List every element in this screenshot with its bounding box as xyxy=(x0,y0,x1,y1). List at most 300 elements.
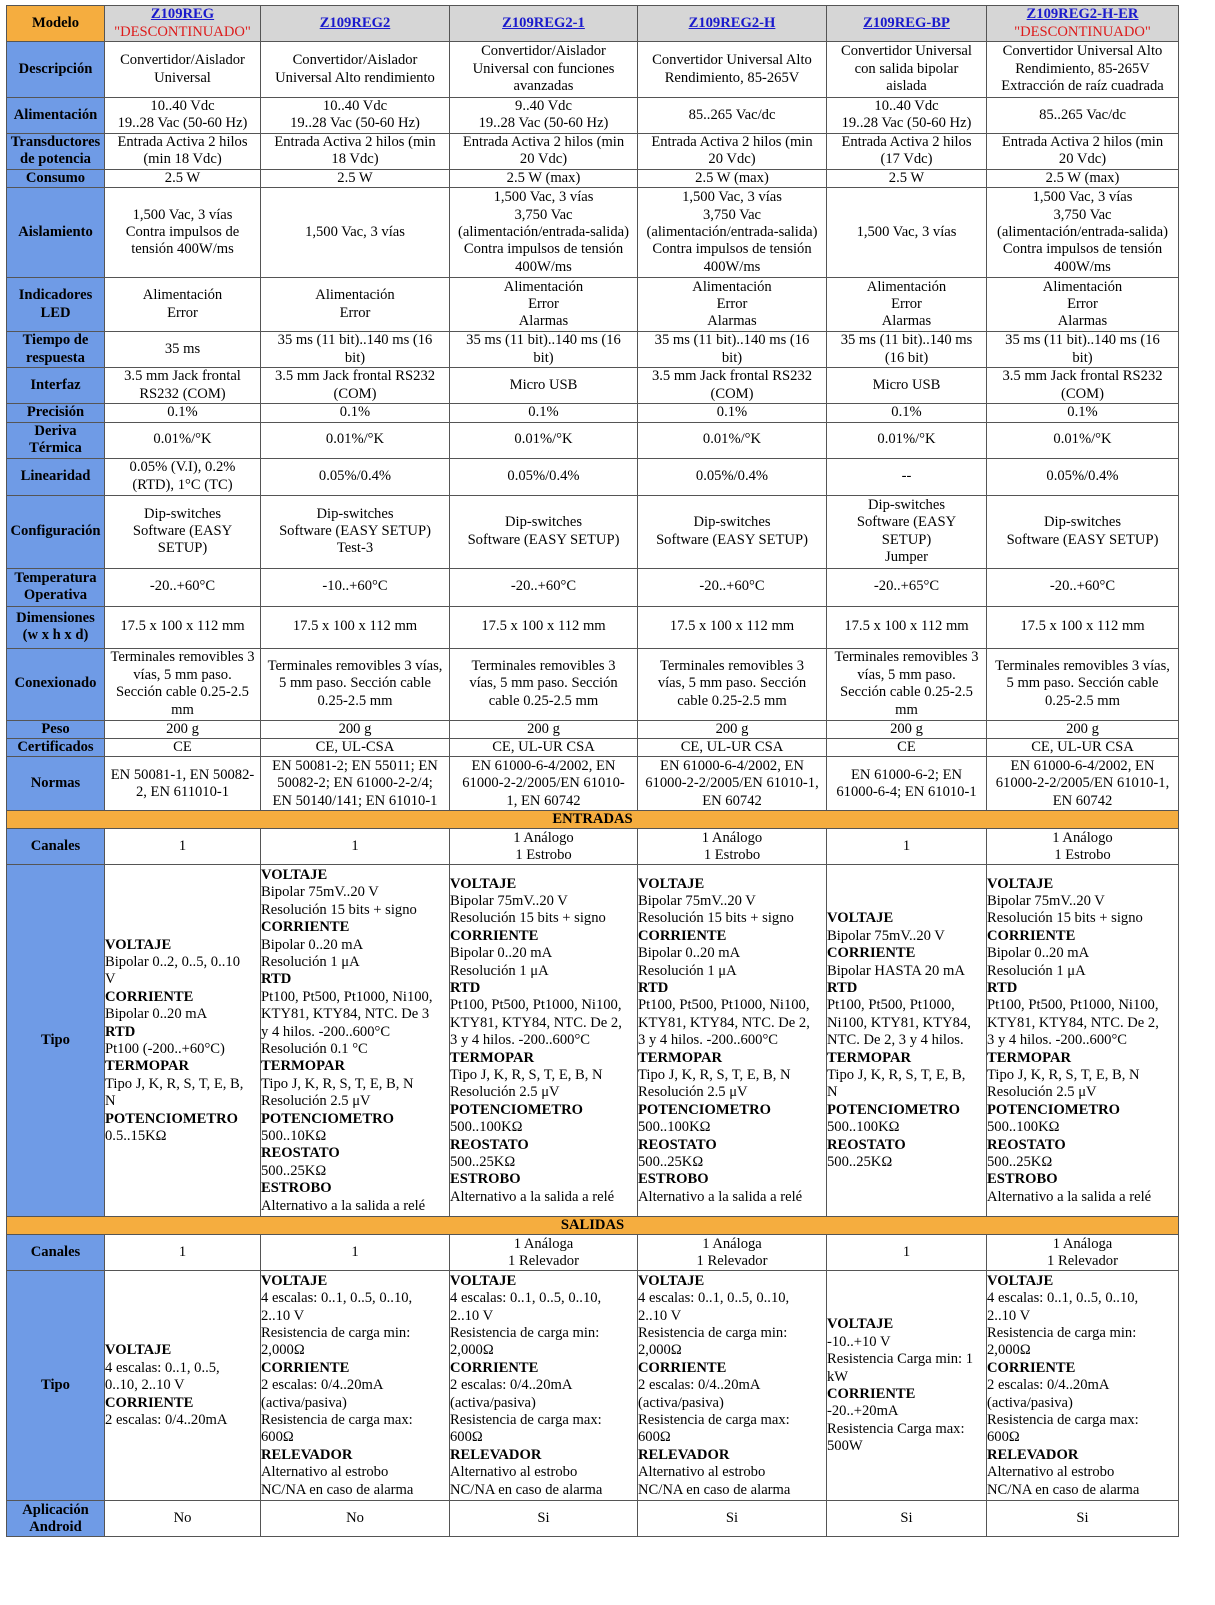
spec-cell xyxy=(827,720,987,738)
spec-cell xyxy=(827,757,987,811)
cell-line: Entrada Activa 2 hilos xyxy=(841,133,972,150)
row-label xyxy=(7,278,105,332)
type-heading: CORRIENTE xyxy=(987,1359,1076,1376)
spec-cell xyxy=(261,133,450,169)
cell-line: 0.25-2.5 mm xyxy=(317,692,393,709)
type-detail: Resolución 15 bits + signo xyxy=(261,901,417,918)
cell-line: 200 g xyxy=(1066,720,1099,737)
spec-cell xyxy=(450,368,638,404)
spec-cell xyxy=(450,1501,638,1537)
spec-cell xyxy=(105,422,261,458)
cell-line: -20..+60°C xyxy=(699,578,765,595)
type-heading: TERMOPAR xyxy=(105,1058,190,1075)
spec-row xyxy=(7,42,1179,98)
type-heading: VOLTAJE xyxy=(827,1316,894,1333)
type-detail: Resistencia de carga max: xyxy=(638,1412,790,1429)
cell-line: Conexionado xyxy=(14,675,97,692)
cell-line: Terminales removibles 3 xyxy=(659,658,805,675)
type-detail: 500..100KΩ xyxy=(450,1119,523,1136)
spec-cell xyxy=(987,720,1179,738)
type-detail: 600Ω xyxy=(638,1429,671,1446)
cell-line: 1 Análogo xyxy=(1052,829,1113,846)
cell-line: 17.5 x 100 x 112 mm xyxy=(292,618,418,635)
discontinued-label: "DESCONTINUADO" xyxy=(114,23,251,40)
type-detail: 2 escalas: 0/4..20mA xyxy=(450,1377,573,1394)
cell-line: 0.1% xyxy=(339,404,371,421)
type-heading: VOLTAJE xyxy=(827,910,894,927)
spec-cell xyxy=(827,606,987,648)
cell-line: 85..265 Vac/dc xyxy=(1039,106,1126,123)
cell-line: 200 g xyxy=(715,720,749,737)
cell-line: Terminales removibles 3 xyxy=(471,658,616,675)
cell-line: 2, EN 611010-1 xyxy=(135,783,230,800)
cell-line: (min 18 Vdc) xyxy=(143,151,222,168)
row-label: Tipo xyxy=(7,1271,105,1501)
type-detail: Bipolar 0..20 mA xyxy=(450,945,553,962)
type-detail: Resolución 15 bits + signo xyxy=(450,910,606,927)
model-header xyxy=(827,6,987,42)
type-detail: 3 y 4 hilos. -200..600°C xyxy=(638,1032,779,1049)
spec-row xyxy=(7,98,1179,134)
spec-cell xyxy=(450,98,638,134)
spec-cell xyxy=(638,648,827,720)
cell-line: LED xyxy=(40,304,71,321)
spec-cell xyxy=(987,332,1179,368)
cell-line: (16 bit) xyxy=(884,349,929,366)
type-detail: 600Ω xyxy=(987,1429,1020,1446)
cell-line: 1 xyxy=(178,1244,187,1261)
cell-line: aislada xyxy=(886,78,927,95)
type-detail: 4 escalas: 0..1, 0..5, xyxy=(105,1359,220,1376)
cell-line: Contra impulsos de tensión xyxy=(652,241,812,258)
type-heading: CORRIENTE xyxy=(827,945,916,962)
cell-line: Universal Alto rendimiento xyxy=(275,69,435,86)
spec-cell xyxy=(638,606,827,648)
spec-cell xyxy=(105,404,261,422)
cell-line: (alimentación/entrada-salida) xyxy=(646,224,818,241)
spec-cell xyxy=(105,648,261,720)
row-label xyxy=(7,169,105,187)
cell-line: Contra impulsos de tensión xyxy=(463,241,624,258)
cell-line: -10..+60°C xyxy=(322,578,388,595)
model-link[interactable]: Z109REG xyxy=(150,6,215,23)
type-heading: RELEVADOR xyxy=(638,1446,730,1463)
type-detail: Bipolar 0..20 mA xyxy=(105,1006,208,1023)
spec-cell xyxy=(261,648,450,720)
spec-row xyxy=(7,495,1179,568)
type-detail: Resolución 15 bits + signo xyxy=(638,910,794,927)
cell-line: 400W/ms xyxy=(1054,258,1111,275)
cell-line: 35 ms (11 bit)..140 ms xyxy=(840,332,973,349)
cell-line: 0.01%/°K xyxy=(702,431,762,448)
spec-row xyxy=(7,188,1179,278)
cell-line: Test-3 xyxy=(336,540,374,557)
cell-line: 1 Análoga xyxy=(1052,1235,1113,1252)
spec-cell xyxy=(105,739,261,757)
cell-line: 0.05%/0.4% xyxy=(318,467,392,484)
row-label xyxy=(7,1501,105,1537)
cell-line: Temperatura xyxy=(14,569,97,586)
spec-cell xyxy=(827,1235,987,1271)
type-detail: Bipolar HASTA 20 mA xyxy=(827,962,965,979)
cell-line: Error xyxy=(167,304,198,321)
cell-line: cable 0.25-2.5 mm xyxy=(677,692,787,709)
cell-line: respuesta xyxy=(26,349,85,366)
cell-line: 1,500 Vac, 3 vías xyxy=(493,189,594,206)
type-detail: Pt100, Pt500, Pt1000, Ni100, xyxy=(450,997,622,1014)
cell-line: 5 mm paso. Sección cable xyxy=(279,675,431,692)
cell-line: EN 61000-6-4/2002, EN xyxy=(1010,757,1155,774)
spec-cell xyxy=(987,1271,1179,1501)
spec-row xyxy=(7,739,1179,757)
type-detail: Pt100, Pt500, Pt1000, Ni100, xyxy=(261,988,433,1005)
cell-line: (alimentación/entrada-salida) xyxy=(458,224,629,241)
cell-line: 35 ms (11 bit)..140 ms (16 xyxy=(1005,332,1160,349)
cell-line: (w x h x d) xyxy=(22,627,89,644)
spec-cell xyxy=(638,404,827,422)
cell-line: 1 Análoga xyxy=(702,1235,762,1252)
type-heading: VOLTAJE xyxy=(450,875,517,892)
model-link[interactable]: Z109REG2-H xyxy=(688,14,776,31)
type-heading: CORRIENTE xyxy=(105,1394,194,1411)
cell-line: 0.05%/0.4% xyxy=(695,467,769,484)
cell-line: Entrada Activa 2 hilos (min xyxy=(274,133,436,150)
spec-cell xyxy=(987,568,1179,606)
type-detail: N xyxy=(105,1093,116,1110)
spec-cell xyxy=(987,606,1179,648)
type-detail: Bipolar 0..20 mA xyxy=(261,936,364,953)
spec-cell xyxy=(450,720,638,738)
type-heading: POTENCIOMETRO xyxy=(638,1101,771,1118)
type-heading: RELEVADOR xyxy=(261,1446,353,1463)
cell-line: Indicadores xyxy=(18,287,93,304)
cell-line: 1 xyxy=(351,1244,359,1261)
row-label: Tipo xyxy=(7,865,105,1217)
spec-cell xyxy=(827,133,987,169)
row-label xyxy=(7,458,105,495)
cell-line: Dip-switches xyxy=(504,514,582,531)
spec-cell xyxy=(261,1501,450,1537)
input-channels-row xyxy=(7,829,1179,865)
type-detail: Alternativo al estrobo xyxy=(450,1464,578,1481)
spec-cell xyxy=(105,829,261,865)
type-heading: VOLTAJE xyxy=(105,1342,172,1359)
type-heading: CORRIENTE xyxy=(827,1385,916,1402)
model-row-label: Modelo xyxy=(7,6,105,42)
cell-line: mm xyxy=(171,701,194,718)
cell-line: No xyxy=(346,1510,364,1527)
type-detail: Tipo J, K, R, S, T, E, B, xyxy=(105,1075,244,1092)
cell-line: 85..265 Vac/dc xyxy=(688,106,776,123)
cell-line: Error xyxy=(891,296,922,313)
spec-cell xyxy=(987,42,1179,98)
type-detail: y 4 hilos. -200..600°C xyxy=(261,1023,391,1040)
cell-line: (COM) xyxy=(1061,385,1104,402)
type-detail: Alternativo al estrobo xyxy=(638,1464,766,1481)
cell-line: Dip-switches xyxy=(1043,514,1121,531)
spec-cell xyxy=(105,368,261,404)
spec-cell xyxy=(261,720,450,738)
type-heading: TERMOPAR xyxy=(261,1058,346,1075)
type-detail: Tipo J, K, R, S, T, E, B, N xyxy=(261,1075,414,1092)
type-detail: Resolución 2.5 μV xyxy=(261,1093,371,1110)
type-detail: Tipo J, K, R, S, T, E, B, N xyxy=(638,1067,791,1084)
spec-cell xyxy=(638,495,827,568)
spec-cell xyxy=(450,1271,638,1501)
cell-line: 200 g xyxy=(890,720,923,737)
spec-cell xyxy=(987,865,1179,1217)
spec-cell xyxy=(827,404,987,422)
type-detail: Resolución 2.5 μV xyxy=(987,1084,1097,1101)
cell-line: bit) xyxy=(533,349,554,366)
type-detail: 2 escalas: 0/4..20mA xyxy=(261,1377,384,1394)
cell-line: 3,750 Vac xyxy=(1053,206,1112,223)
cell-line: 2.5 W xyxy=(164,169,201,186)
spec-cell xyxy=(261,188,450,278)
cell-line: Terminales removibles 3 vías, xyxy=(267,658,443,675)
type-detail: 2,000Ω xyxy=(450,1342,494,1359)
model-link[interactable]: Z109REG2-1 xyxy=(502,14,585,31)
spec-cell xyxy=(105,568,261,606)
cell-line: CE, UL-UR CSA xyxy=(680,739,784,756)
cell-line: 3,750 Vac xyxy=(702,206,762,223)
type-detail: 2 escalas: 0/4..20mA xyxy=(105,1412,228,1429)
spec-cell xyxy=(450,739,638,757)
spec-cell xyxy=(638,133,827,169)
type-detail: Alternativo a la salida a relé xyxy=(987,1188,1152,1205)
type-detail: Alternativo al estrobo xyxy=(261,1464,389,1481)
cell-line: Software (EASY xyxy=(856,514,957,531)
spec-cell xyxy=(827,458,987,495)
cell-line: Dip-switches xyxy=(143,505,221,522)
spec-cell xyxy=(638,458,827,495)
spec-cell xyxy=(638,1501,827,1537)
cell-line: Transductores xyxy=(10,133,101,150)
type-detail: NC/NA en caso de alarma xyxy=(638,1481,791,1498)
type-heading: RTD xyxy=(261,971,292,988)
row-label xyxy=(7,98,105,134)
input-type-row xyxy=(7,865,1179,1217)
cell-line: 0.1% xyxy=(716,404,748,421)
type-detail: NC/NA en caso de alarma xyxy=(987,1481,1140,1498)
cell-line: 200 g xyxy=(527,720,560,737)
cell-line: 5 mm paso. Sección cable xyxy=(1006,675,1159,692)
type-detail: (activa/pasiva) xyxy=(638,1394,724,1411)
cell-line: 19..28 Vac (50-60 Hz) xyxy=(841,115,972,132)
type-heading: VOLTAJE xyxy=(987,1272,1054,1289)
type-heading: CORRIENTE xyxy=(261,1359,350,1376)
type-detail: 500..25KΩ xyxy=(987,1154,1053,1171)
cell-line: CE, UL-CSA xyxy=(315,739,395,756)
cell-line: 0.1% xyxy=(1067,404,1098,421)
cell-line: RS232 (COM) xyxy=(139,385,226,402)
spec-cell xyxy=(987,169,1179,187)
spec-cell xyxy=(105,188,261,278)
spec-cell xyxy=(450,495,638,568)
cell-line: Alimentación xyxy=(503,278,584,295)
cell-line: Software (EASY SETUP) xyxy=(656,531,808,548)
spec-cell xyxy=(261,568,450,606)
type-detail: 4 escalas: 0..1, 0..5, 0..10, xyxy=(987,1290,1139,1307)
spec-cell xyxy=(987,495,1179,568)
type-detail: Bipolar 0..20 mA xyxy=(638,945,741,962)
spec-cell xyxy=(105,98,261,134)
model-link[interactable]: Z109REG2 xyxy=(319,14,391,31)
spec-cell xyxy=(827,739,987,757)
cell-line: Convertidor Universal Alto xyxy=(652,52,812,69)
type-heading: VOLTAJE xyxy=(638,1272,705,1289)
type-detail: Bipolar 75mV..20 V xyxy=(450,892,568,909)
type-detail: 2 escalas: 0/4..20mA xyxy=(638,1377,761,1394)
spec-cell xyxy=(450,332,638,368)
cell-line: vías, 5 mm paso. xyxy=(133,666,232,683)
spec-cell xyxy=(987,757,1179,811)
spec-cell xyxy=(105,458,261,495)
cell-line: Descripción xyxy=(18,60,93,77)
cell-line: (COM) xyxy=(710,385,754,402)
spec-cell xyxy=(450,648,638,720)
cell-line: Error xyxy=(1067,296,1098,313)
cell-line: (alimentación/entrada-salida) xyxy=(997,224,1168,241)
type-detail: Resistencia de carga min: xyxy=(450,1325,600,1342)
cell-line: 400W/ms xyxy=(703,258,761,275)
cell-line: 0.1% xyxy=(528,404,559,421)
type-detail: kW xyxy=(827,1368,849,1385)
cell-line: 10..40 Vdc xyxy=(874,98,939,114)
cell-line: -20..+65°C xyxy=(873,578,940,595)
row-label xyxy=(7,495,105,568)
cell-line: 9..40 Vdc xyxy=(515,98,572,114)
spec-cell xyxy=(450,42,638,98)
spec-cell xyxy=(105,1501,261,1537)
spec-cell xyxy=(261,278,450,332)
cell-line: 0.1% xyxy=(167,404,198,421)
cell-line: avanzadas xyxy=(513,78,574,95)
cell-line: Aislamiento xyxy=(18,224,93,241)
spec-cell xyxy=(827,368,987,404)
cell-line: 1 Estrobo xyxy=(1054,846,1111,863)
spec-row xyxy=(7,169,1179,187)
row-label xyxy=(7,332,105,368)
cell-line: 19..28 Vac (50-60 Hz) xyxy=(478,115,609,132)
spec-cell xyxy=(827,1271,987,1501)
cell-line: 1 xyxy=(178,838,187,855)
spec-cell xyxy=(638,368,827,404)
spec-cell xyxy=(450,278,638,332)
type-detail: 4 escalas: 0..1, 0..5, 0..10, xyxy=(450,1290,602,1307)
cell-line: Térmica xyxy=(29,440,82,457)
cell-line: Jumper xyxy=(885,549,928,566)
type-detail: Tipo J, K, R, S, T, E, B, xyxy=(827,1067,966,1084)
spec-cell xyxy=(261,98,450,134)
cell-line: 61000-2-2/2005/EN 61010- xyxy=(462,775,625,792)
cell-line: (17 Vdc) xyxy=(880,151,933,168)
spec-cell xyxy=(827,829,987,865)
spec-cell xyxy=(638,720,827,738)
spec-cell xyxy=(638,188,827,278)
section-title: SALIDAS xyxy=(7,1217,1179,1235)
spec-cell xyxy=(987,1501,1179,1537)
spec-cell xyxy=(827,98,987,134)
cell-line: EN 50140/141; EN 61010-1 xyxy=(272,792,438,809)
type-detail: 4 escalas: 0..1, 0..5, 0..10, xyxy=(638,1290,790,1307)
type-detail: 600Ω xyxy=(261,1429,294,1446)
cell-line: Alarmas xyxy=(518,313,569,330)
cell-line: 18 Vdc) xyxy=(331,151,379,168)
cell-line: Alimentación xyxy=(692,278,772,295)
type-heading: POTENCIOMETRO xyxy=(450,1101,583,1118)
cell-line: 10..40 Vdc xyxy=(150,98,215,114)
type-heading: CORRIENTE xyxy=(638,1359,727,1376)
type-detail: Resistencia de carga min: xyxy=(987,1325,1137,1342)
row-label xyxy=(7,720,105,738)
spec-cell xyxy=(638,568,827,606)
type-detail: Resistencia de carga min: xyxy=(638,1325,788,1342)
cell-line: EN 61000-6-4/2002, EN xyxy=(660,757,804,774)
type-detail: Pt100, Pt500, Pt1000, Ni100, xyxy=(987,997,1159,1014)
spec-cell xyxy=(827,188,987,278)
type-heading: CORRIENTE xyxy=(638,927,727,944)
type-detail: 2..10 V xyxy=(638,1307,682,1324)
cell-line: Dimensiones xyxy=(16,609,95,626)
spec-cell xyxy=(450,865,638,1217)
type-heading: RTD xyxy=(827,980,858,997)
cell-line: EN 50081-2; EN 55011; EN xyxy=(272,757,438,774)
type-detail: Pt100, Pt500, Pt1000, Ni100, xyxy=(638,997,810,1014)
type-heading: RTD xyxy=(105,1023,136,1040)
spec-cell xyxy=(987,422,1179,458)
cell-line: 20 Vdc) xyxy=(519,151,568,168)
spec-cell xyxy=(987,278,1179,332)
cell-line: 2.5 W (max) xyxy=(506,169,581,186)
spec-cell xyxy=(261,1271,450,1501)
type-detail: 2,000Ω xyxy=(987,1342,1031,1359)
type-detail: 500..25KΩ xyxy=(638,1154,704,1171)
type-detail: Bipolar 0..2, 0..5, 0..10 xyxy=(105,953,240,970)
model-header xyxy=(638,6,827,42)
cell-line: CE, UL-UR CSA xyxy=(1031,739,1134,756)
cell-line: Normas xyxy=(30,775,81,792)
cell-line: Error xyxy=(528,296,559,313)
cell-line: 1 Estrobo xyxy=(515,846,572,863)
spec-cell xyxy=(261,42,450,98)
cell-line: Convertidor/Aislador xyxy=(120,52,245,69)
type-detail: Resolución 1 μA xyxy=(987,962,1086,979)
type-detail: Pt100, Pt500, Pt1000, xyxy=(827,997,955,1014)
row-label xyxy=(7,133,105,169)
cell-line: Error xyxy=(339,304,371,321)
spec-cell xyxy=(987,829,1179,865)
type-detail: V xyxy=(105,971,116,988)
android-row xyxy=(7,1501,1179,1537)
row-label xyxy=(7,568,105,606)
cell-line: EN 60742 xyxy=(702,792,762,809)
spec-cell xyxy=(987,188,1179,278)
type-detail: Resolución 1 μA xyxy=(638,962,737,979)
cell-line: Peso xyxy=(41,720,70,737)
cell-line: bit) xyxy=(344,349,366,366)
type-detail: 3 y 4 hilos. -200..600°C xyxy=(987,1032,1128,1049)
model-link[interactable]: Z109REG2-H-ER xyxy=(1026,6,1139,23)
cell-line: Alarmas xyxy=(707,313,757,330)
type-heading: RTD xyxy=(450,980,481,997)
cell-line: Certificados xyxy=(17,739,94,756)
cell-line: Universal xyxy=(154,69,211,86)
cell-line: bit) xyxy=(1072,349,1093,366)
model-link[interactable]: Z109REG-BP xyxy=(863,14,950,31)
cell-line: 20 Vdc) xyxy=(1058,151,1107,168)
spec-cell xyxy=(827,332,987,368)
